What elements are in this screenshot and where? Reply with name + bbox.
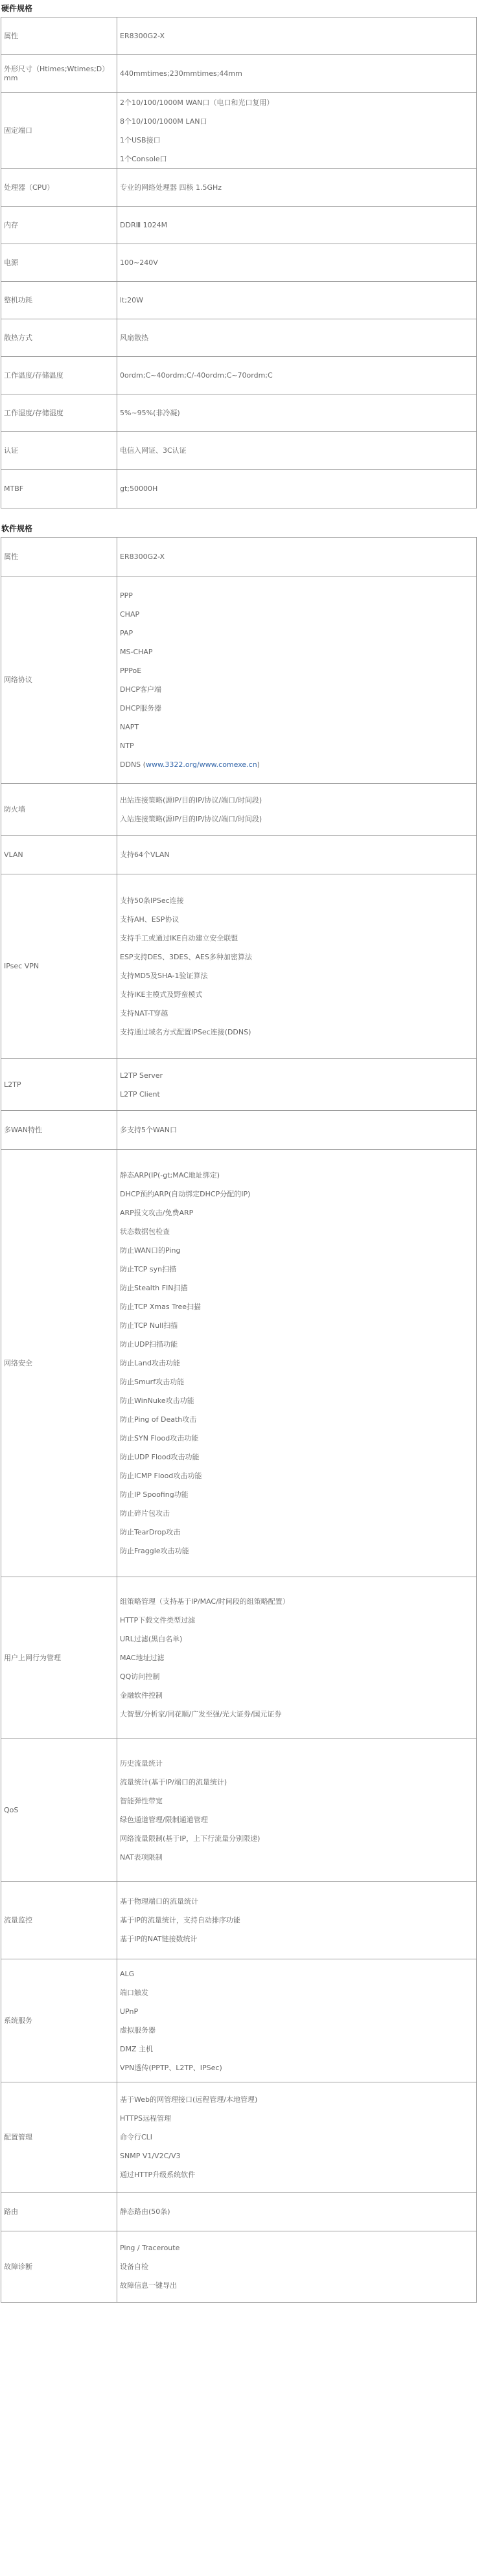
spec-value-line: 支持64个VLAN (120, 850, 170, 859)
spec-row (1, 1059, 477, 1111)
spec-value-line: HTTPS远程管理 (120, 2114, 172, 2123)
hardware-section-title: 硬件规格 (1, 4, 33, 13)
spec-value-line: 5%~95%(非冷凝) (120, 408, 180, 417)
spec-value-line: 防止Land攻击功能 (120, 1359, 180, 1367)
spec-value-line: 风扇散热 (120, 333, 148, 342)
section-spacer (0, 508, 486, 520)
spec-value (117, 394, 477, 432)
ddns-link[interactable]: www.3322.org/www.comexe.cn (145, 760, 257, 769)
spec-row (1, 93, 477, 169)
spec-value-line: 出站连接策略(源IP/目的IP/协议/端口/时间段) (120, 795, 262, 804)
spec-value (117, 169, 477, 207)
spec-key: 内存 (1, 207, 117, 244)
spec-value-line: 流量统计(基于IP/端口的流量统计) (120, 1777, 227, 1786)
spec-value (117, 836, 477, 874)
spec-key: 配置管理 (1, 2082, 117, 2193)
spec-key: 散热方式 (1, 319, 117, 357)
spec-value-line: NTP (120, 741, 134, 750)
ddns-suffix: ) (257, 760, 260, 769)
spec-row (1, 2082, 477, 2193)
spec-value (117, 1959, 477, 2082)
spec-row (1, 207, 477, 244)
spec-key: L2TP (1, 1059, 117, 1111)
spec-value-line: 专业的网络处理器 四核 1.5GHz (120, 183, 222, 192)
spec-value-line: 防止Ping of Death攻击 (120, 1415, 197, 1424)
software-spec-table (1, 537, 477, 2303)
spec-key: 外形尺寸（Htimes;Wtimes;D）mm (1, 55, 117, 93)
spec-value-line: 端口触发 (120, 1988, 148, 1997)
spec-value-line: 基于IP的流量统计，支持自动排序功能 (120, 1916, 240, 1924)
spec-row (1, 55, 477, 93)
spec-row (1, 470, 477, 508)
spec-row (1, 2193, 477, 2231)
spec-value (117, 470, 477, 508)
spec-key: 处理器（CPU） (1, 169, 117, 207)
spec-row (1, 1739, 477, 1882)
spec-value-line: 多支持5个WAN口 (120, 1125, 178, 1134)
spec-value (117, 1150, 477, 1577)
spec-key: 属性 (1, 538, 117, 576)
spec-key: 电源 (1, 244, 117, 282)
spec-value-line: 支持通过域名方式配置IPSec连接(DDNS) (120, 1028, 251, 1036)
spec-row (1, 17, 477, 55)
spec-value-line: 基于IP的NAT链接数统计 (120, 1935, 198, 1943)
spec-key: 网络安全 (1, 1150, 117, 1577)
spec-value-line: 支持MD5及SHA-1验证算法 (120, 972, 208, 980)
spec-value-line: 状态数据包检查 (120, 1227, 170, 1236)
spec-value-line: 基于Web的网管理接口(远程管理/本地管理) (120, 2095, 258, 2104)
spec-value-line: 网络流量限制(基于IP，上下行流量分别限速) (120, 1834, 260, 1843)
spec-value-line: 命令行CLI (120, 2133, 153, 2141)
spec-value-line: PPPoE (120, 666, 142, 675)
spec-key: 用户上网行为管理 (1, 1577, 117, 1739)
spec-value (117, 282, 477, 319)
spec-value-line: 大智慧/分析家/同花顺/广发至强/光大证券/国元证券 (120, 1710, 282, 1718)
hardware-spec-table (1, 17, 477, 508)
spec-value (117, 2193, 477, 2231)
spec-value-line: 8个10/100/1000M LAN口 (120, 117, 207, 126)
spec-value (117, 1739, 477, 1882)
spec-row (1, 319, 477, 357)
spec-value-line: gt;50000H (120, 484, 158, 493)
spec-value (117, 93, 477, 169)
spec-value-line: ER8300G2-X (120, 552, 165, 561)
spec-value-line: DHCP预约ARP(自动绑定DHCP分配的IP) (120, 1190, 251, 1198)
spec-value-line: DDRⅢ 1024M (120, 220, 168, 229)
spec-value (117, 244, 477, 282)
spec-value-line: 防止TCP Xmas Tree扫描 (120, 1303, 202, 1311)
spec-value-line: 智能弹性带宽 (120, 1796, 163, 1805)
spec-value-line: 支持50条IPSec连接 (120, 896, 184, 905)
spec-value-line: ARP报文攻击/免费ARP (120, 1209, 194, 1217)
spec-value-line: 防止ICMP Flood攻击功能 (120, 1472, 202, 1480)
spec-key: 网络协议 (1, 576, 117, 784)
spec-row (1, 836, 477, 874)
spec-key: 固定端口 (1, 93, 117, 169)
spec-value-line: 防止UDP扫描功能 (120, 1340, 178, 1349)
spec-key: 故障诊断 (1, 2231, 117, 2303)
spec-value-line: HTTP下载文件类型过滤 (120, 1616, 196, 1624)
spec-value-line: 防止UDP Flood攻击功能 (120, 1453, 200, 1461)
spec-value-line: 1个Console口 (120, 154, 167, 163)
spec-value-line: 440mmtimes;230mmtimes;44mm (120, 69, 242, 78)
spec-value-line: 入站连接策略(源IP/目的IP/协议/端口/时间段) (120, 814, 262, 823)
spec-value-line: 防止TCP syn扫描 (120, 1265, 177, 1273)
spec-value (117, 2231, 477, 2303)
spec-value (117, 432, 477, 470)
spec-value (117, 319, 477, 357)
spec-value (117, 1577, 477, 1739)
spec-key: 多WAN特性 (1, 1111, 117, 1150)
spec-value (117, 2082, 477, 2193)
spec-value (117, 874, 477, 1059)
spec-value (117, 207, 477, 244)
spec-value-line: 虚拟服务器 (120, 2025, 156, 2035)
spec-value-line: 防止SYN Flood攻击功能 (120, 1434, 199, 1442)
spec-row (1, 1882, 477, 1959)
spec-row (1, 1150, 477, 1577)
spec-row (1, 538, 477, 576)
spec-value-line (120, 755, 474, 774)
spec-value-line: 支持AH、ESP协议 (120, 915, 179, 924)
spec-row (1, 394, 477, 432)
spec-row (1, 282, 477, 319)
spec-value-line: 基于物理端口的流量统计 (120, 1897, 198, 1906)
spec-value-line: 绿色通道管理/限制通道管理 (120, 1815, 208, 1824)
spec-value-line: DHCP服务器 (120, 703, 162, 712)
spec-value-line: 设备自检 (120, 2263, 148, 2271)
spec-row (1, 432, 477, 470)
spec-row (1, 2231, 477, 2303)
spec-value-line: QQ访问控制 (120, 1672, 160, 1681)
spec-value-line: CHAP (120, 610, 140, 619)
spec-row (1, 874, 477, 1059)
software-section-title: 软件规格 (1, 524, 33, 533)
spec-value-line: URL过滤(黑白名单) (120, 1635, 183, 1643)
spec-value-line: 静态路由(50条) (120, 2207, 170, 2216)
spec-key: MTBF (1, 470, 117, 508)
spec-value-line: ER8300G2-X (120, 31, 165, 40)
spec-value-line: 静态ARP(IP(-gt;MAC地址绑定) (120, 1171, 220, 1180)
spec-value-line: 防止Fraggle攻击功能 (120, 1547, 189, 1555)
spec-key: 认证 (1, 432, 117, 470)
spec-key: 整机功耗 (1, 282, 117, 319)
spec-value-line: DMZ 主机 (120, 2044, 153, 2053)
spec-value-line: 防止IP Spoofing功能 (120, 1490, 189, 1499)
spec-value-line: PPP (120, 591, 133, 600)
spec-value-line: MS-CHAP (120, 647, 153, 656)
spec-value (117, 1882, 477, 1959)
spec-value-line: 支持NAT-T穿越 (120, 1009, 168, 1018)
spec-value (117, 1059, 477, 1111)
spec-value-line: 支持手工或通过IKE自动建立安全联盟 (120, 934, 238, 942)
spec-key: 路由 (1, 2193, 117, 2231)
spec-value-line: 防止Stealth FIN扫描 (120, 1284, 188, 1292)
spec-value-line: L2TP Server (120, 1071, 163, 1080)
spec-key: 工作湿度/存储湿度 (1, 394, 117, 432)
spec-value-line: 故障信息一键导出 (120, 2281, 177, 2290)
spec-value-line: Ping / Traceroute (120, 2244, 180, 2252)
spec-value-line: lt;20W (120, 295, 143, 304)
spec-row (1, 1111, 477, 1150)
spec-key: 系统服务 (1, 1959, 117, 2082)
spec-row (1, 244, 477, 282)
spec-value-line: 100~240V (120, 258, 158, 267)
spec-value-line: 金融软件控制 (120, 1691, 163, 1700)
spec-value-line: 防止TearDrop攻击 (120, 1528, 181, 1536)
spec-value (117, 17, 477, 55)
spec-value-line: 历史流量统计 (120, 1759, 163, 1768)
spec-row (1, 1959, 477, 2082)
spec-key: VLAN (1, 836, 117, 874)
spec-value (117, 357, 477, 394)
spec-value-line: 通过HTTP升级系统软件 (120, 2171, 196, 2179)
spec-value-line: 防止碎片包攻击 (120, 1509, 170, 1518)
spec-value-line: L2TP Client (120, 1089, 160, 1099)
spec-key: 属性 (1, 17, 117, 55)
spec-value-line: 组策略管理（支持基于IP/MAC/时间段的组策略配置） (120, 1597, 290, 1606)
spec-value (117, 576, 477, 784)
spec-value-line: 防止WinNuke攻击功能 (120, 1396, 194, 1405)
spec-value-line: 1个USB接口 (120, 135, 161, 144)
spec-value-line: PAP (120, 628, 133, 637)
spec-row (1, 357, 477, 394)
spec-value (117, 1111, 477, 1150)
spec-key: 防火墙 (1, 784, 117, 836)
spec-value-line: 2个10/100/1000M WAN口（电口和光口复用） (120, 98, 274, 107)
spec-key: 工作温度/存储温度 (1, 357, 117, 394)
spec-value-line: ESP支持DES、3DES、AES多种加密算法 (120, 953, 252, 961)
spec-row (1, 784, 477, 836)
spec-row (1, 576, 477, 784)
spec-value-line: 防止WAN口的Ping (120, 1246, 181, 1255)
spec-value (117, 55, 477, 93)
spec-key: IPsec VPN (1, 874, 117, 1059)
spec-value-line: 防止Smurf攻击功能 (120, 1378, 185, 1386)
spec-value-line: 0ordm;C~40ordm;C/-40ordm;C~70ordm;C (120, 370, 273, 380)
spec-value (117, 538, 477, 576)
spec-value-line: 防止TCP Null扫描 (120, 1321, 178, 1330)
ddns-prefix: DDNS ( (120, 760, 146, 769)
spec-key: QoS (1, 1739, 117, 1882)
spec-value-line: NAT表项限制 (120, 1852, 163, 1862)
spec-value-line: DHCP客户端 (120, 685, 162, 694)
spec-row (1, 169, 477, 207)
spec-value (117, 784, 477, 836)
spec-value-line: MAC地址过滤 (120, 1654, 165, 1662)
spec-value-line: ALG (120, 1969, 135, 1978)
spec-value-line: 支持IKE主模式及野蛮模式 (120, 990, 203, 999)
spec-key: 流量监控 (1, 1882, 117, 1959)
spec-value-line: UPnP (120, 2007, 139, 2016)
spec-value-line: NAPT (120, 722, 139, 731)
spec-row (1, 1577, 477, 1739)
spec-value-line: SNMP V1/V2C/V3 (120, 2152, 181, 2160)
spec-value-line: 电信入网证、3C认证 (120, 446, 187, 455)
spec-value-line: VPN透传(PPTP、L2TP、IPSec) (120, 2063, 222, 2072)
